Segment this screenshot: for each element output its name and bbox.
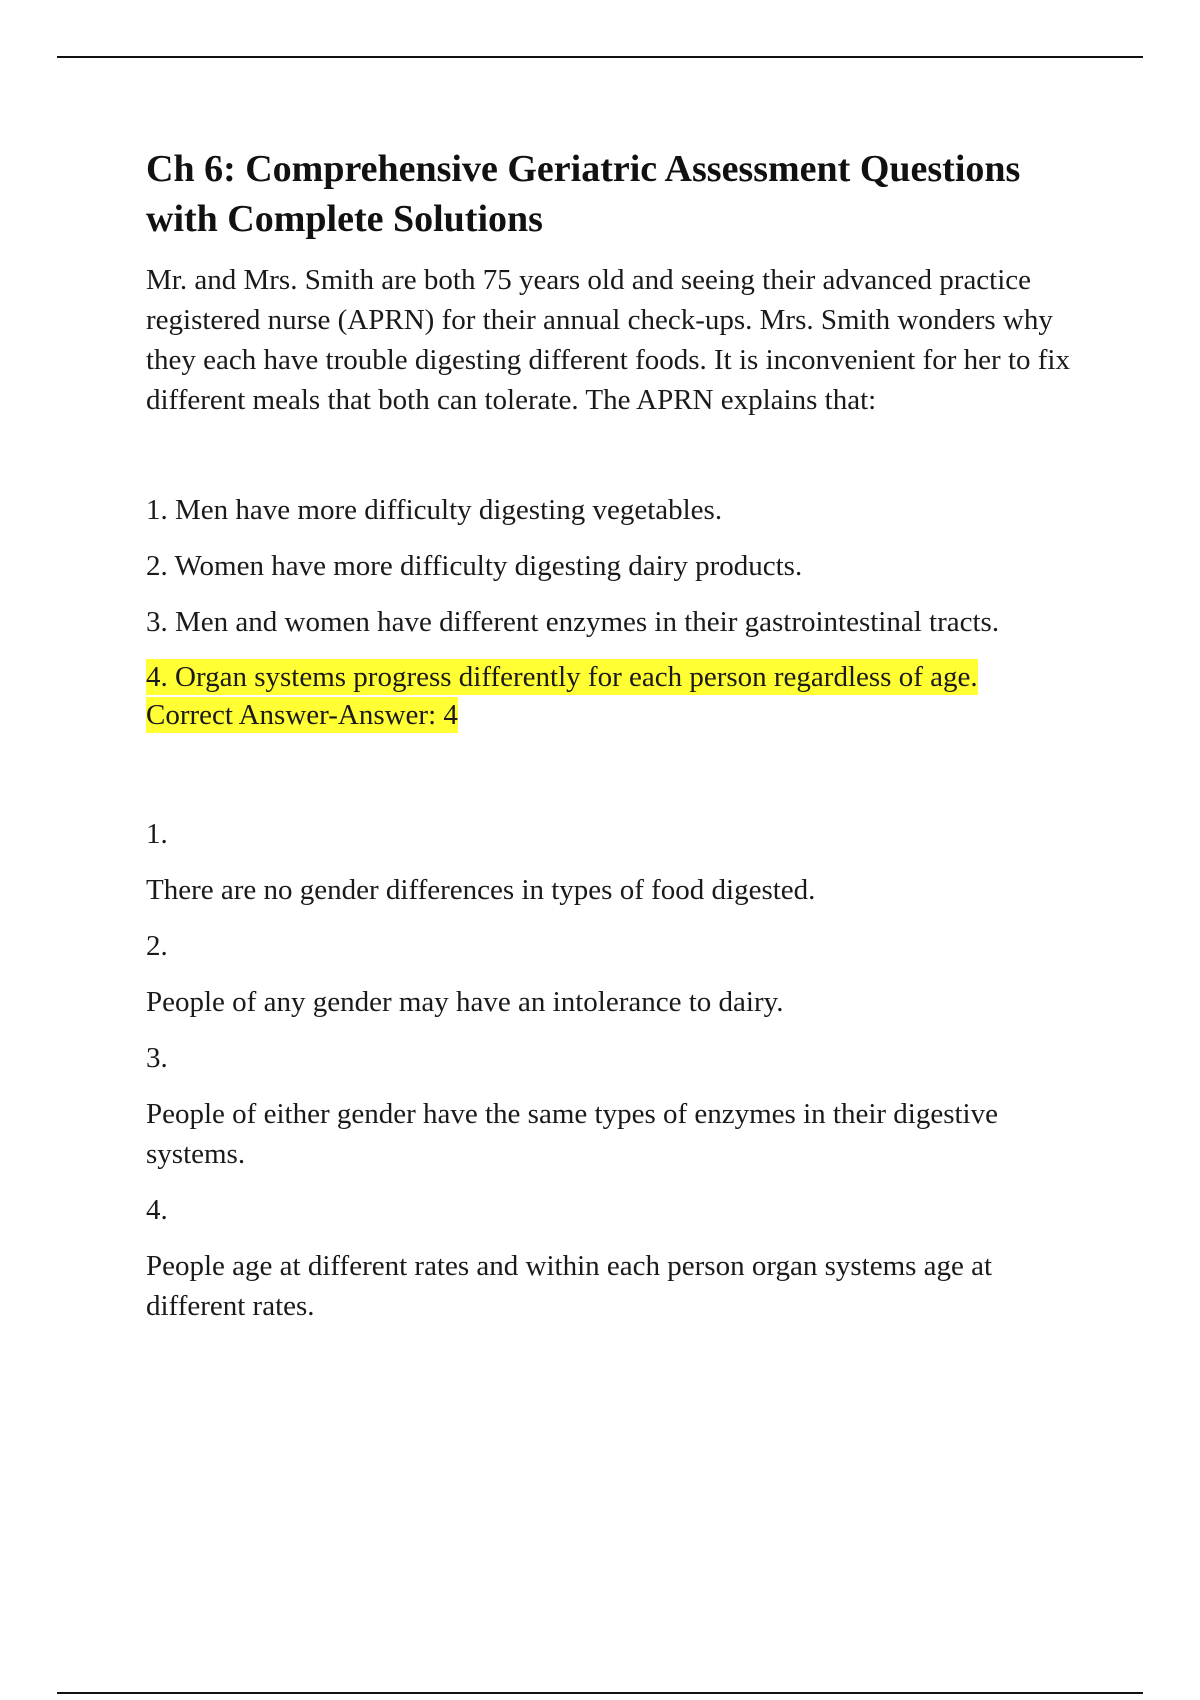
rationale-text-2: People of any gender may have an intolerance to dairy. [146,986,784,1018]
rationale-number-2: 2. [146,930,168,962]
correct-option-highlight: 4. Organ systems progress differently for each person regardless of age. [146,661,978,693]
document-title: Ch 6: Comprehensive Geriatric Assessment Questions with Complete Solutions [146,148,1021,240]
rationale-text-3: People of either gender have the same types of enzymes in their digestive systems. [146,1098,998,1170]
bottom-rule [57,1692,1143,1694]
rationale-text-4: People age at different rates and within each person organ systems age at different rates. [146,1250,993,1322]
top-rule [57,56,1143,58]
document-body [146,144,1096,1342]
option-3: 3. Men and women have different enzymes in their gastrointestinal tracts. [146,606,1000,638]
rationale-number-4: 4. [146,1194,168,1226]
correct-answer-label: Correct Answer-Answer: 4 [146,699,458,731]
rationale-number-3: 3. [146,1042,168,1074]
rationale-text-1: There are no gender differences in types of food digested. [146,874,816,906]
correct-answer-block [146,658,1096,734]
question-text: Mr. and Mrs. Smith are both 75 years old and seeing their advanced practice registered nurse (APRN) for their annual check-ups. Mrs. Smith wonders why they each have trouble digesting different foods. It is inconvenient for her to fix different meals that both can tolerate. The APRN explains that: [146,264,1070,416]
option-2: 2. Women have more difficulty digesting dairy products. [146,550,803,582]
option-1: 1. Men have more difficulty digesting vegetables. [146,494,723,526]
rationale-number-1: 1. [146,818,168,850]
